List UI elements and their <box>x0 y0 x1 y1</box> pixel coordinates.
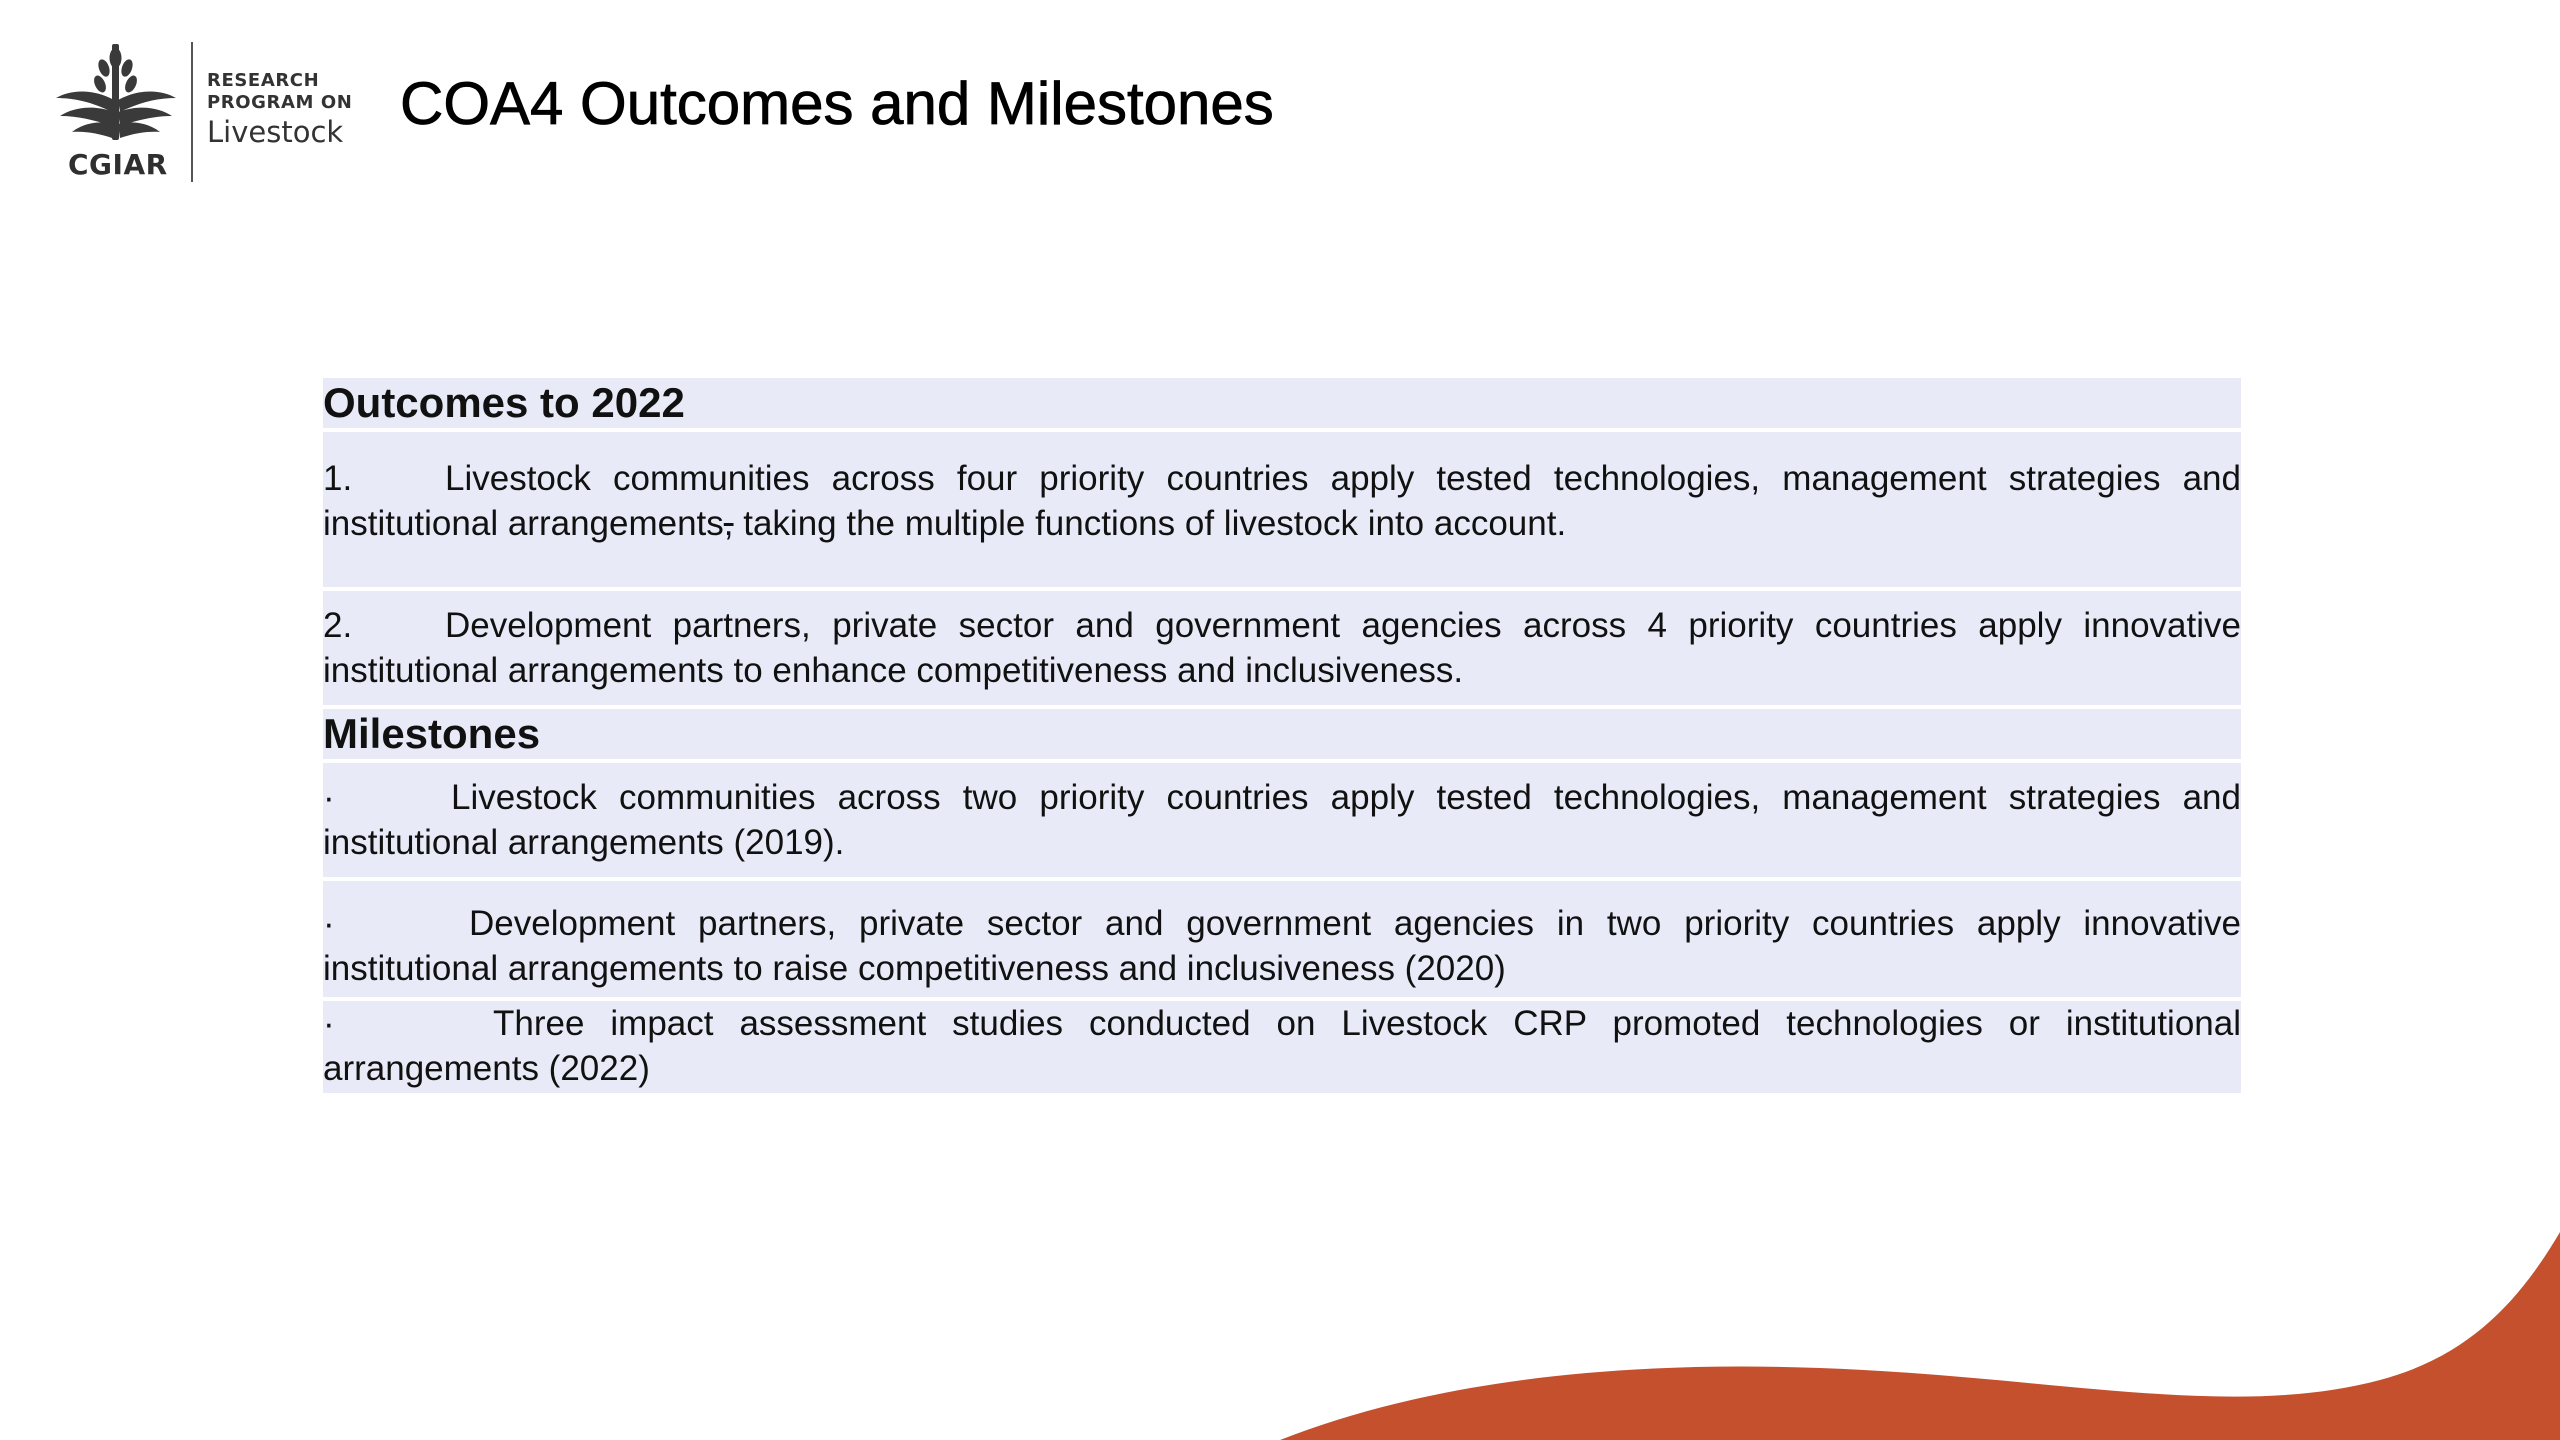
milestone-2-bullet: · <box>323 904 335 943</box>
outcome-1-number: 1. <box>323 459 353 498</box>
logo-line-research: RESEARCH <box>207 70 320 91</box>
logo-divider <box>191 42 193 182</box>
outcome-1-text <box>323 432 2241 546</box>
outcome-1-struck-comma: , <box>723 504 734 543</box>
milestone-3-text-main: Three impact assessment studies conducted on Livestock CRP promoted technologies or institutional arrangements (2022) <box>323 1004 2241 1088</box>
logo-line-program-on: PROGRAM ON <box>207 92 353 113</box>
milestone-2-text <box>323 881 2241 991</box>
outcome-1-text-tail: taking the multiple functions of livestock into account. <box>733 504 1567 543</box>
milestone-1-text <box>323 763 2241 865</box>
milestone-1-bullet: · <box>323 778 335 817</box>
logo-program-text <box>207 70 352 150</box>
outcomes-milestones-table <box>323 378 2241 1097</box>
orange-wave-shape <box>1280 1232 2560 1440</box>
milestone-3-text <box>323 1001 2241 1091</box>
cgiar-wordmark: CGIAR <box>68 148 168 181</box>
outcome-item-2 <box>323 591 2241 705</box>
milestones-heading: Milestones <box>323 709 2241 759</box>
outcome-1-text-main: Livestock communities across four priority countries apply tested technologies, management strategies and institutional arrangements <box>323 459 2241 543</box>
logo-line-livestock: Livestock <box>207 115 344 149</box>
milestone-2-text-main: Development partners, private sector and government agencies in two priority countries apply innovative institutional arrangements to raise competitiveness and inclusiveness (2020) <box>323 904 2241 988</box>
outcome-item-1 <box>323 432 2241 587</box>
outcomes-heading: Outcomes to 2022 <box>323 378 2241 428</box>
cgiar-livestock-logo <box>52 38 362 188</box>
milestone-item-2 <box>323 881 2241 997</box>
outcome-2-text <box>323 591 2241 693</box>
milestone-3-bullet: · <box>323 1004 335 1043</box>
milestone-item-1 <box>323 763 2241 877</box>
milestone-item-3 <box>323 1001 2241 1093</box>
outcome-2-number: 2. <box>323 606 353 645</box>
outcome-2-text-main: Development partners, private sector and government agencies across 4 priority countries apply innovative institutional arrangements to enhance competitiveness and inclusiveness. <box>323 606 2241 690</box>
slide-title: COA4 Outcomes and Milestones <box>400 70 1274 137</box>
milestone-1-text-main: Livestock communities across two priority countries apply tested technologies, management strategies and institutional arrangements (2019). <box>323 778 2241 862</box>
